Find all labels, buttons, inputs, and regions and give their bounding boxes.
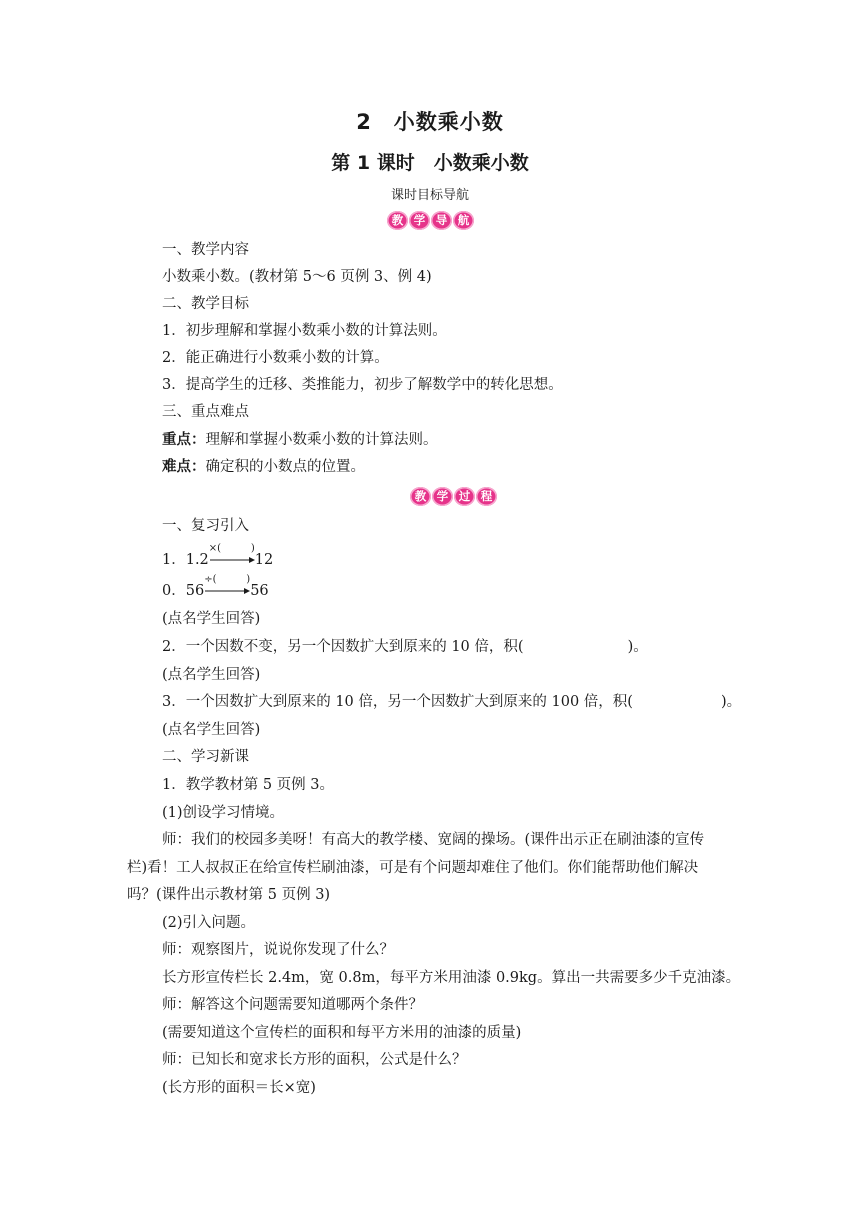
lesson-title: 第 1 课时 小数乘小数 xyxy=(331,152,529,174)
paragraph: (长方形的面积＝长×宽) xyxy=(162,1080,316,1096)
exercise-result: 12 xyxy=(254,552,274,568)
section-heading: 一、教学内容 xyxy=(162,242,249,258)
arrow-icon xyxy=(204,587,250,595)
goal-item: 2．能正确进行小数乘小数的计算。 xyxy=(162,350,389,366)
paragraph: (点名学生回答) xyxy=(162,722,261,738)
teaching-process-badge xyxy=(410,487,497,506)
arrow-operation xyxy=(204,574,251,601)
difficulty-point xyxy=(162,457,365,477)
paragraph: (点名学生回答) xyxy=(162,611,261,627)
key-point xyxy=(162,430,438,450)
section-heading: 二、学习新课 xyxy=(162,749,249,765)
difficulty-text: 确定积的小数点的位置。 xyxy=(205,459,365,475)
exercise-start: 0．56 xyxy=(162,583,205,599)
paragraph: (2)引入问题。 xyxy=(162,915,256,931)
operation-close: ) xyxy=(250,543,255,554)
paragraph: 师：解答这个问题需要知道哪两个条件？ xyxy=(162,997,423,1013)
exercise-start: 1．1.2 xyxy=(162,552,209,568)
subtitle: 课时目标导航 xyxy=(390,188,469,203)
paragraph: 栏)看！工人叔叔正在给宣传栏刷油漆，可是有个问题却难住了他们。你们能帮助他们解决 xyxy=(127,860,699,876)
question-text: 2．一个因数不变，另一个因数扩大到原来的 10 倍，积( xyxy=(162,639,524,655)
paragraph: 吗？(课件出示教材第 5 页例 3) xyxy=(127,887,331,903)
operation-label: ×( xyxy=(208,543,222,554)
arrow-icon xyxy=(209,556,255,564)
difficulty-label: 难点： xyxy=(162,459,206,475)
paragraph: (需要知道这个宣传栏的面积和每平方米用的油漆的质量) xyxy=(162,1025,522,1041)
chapter-title: 2 小数乘小数 xyxy=(356,110,504,134)
section-heading: 二、教学目标 xyxy=(162,296,249,312)
badge-char: 导 xyxy=(431,211,452,230)
exercise-1 xyxy=(162,543,274,570)
section-heading: 三、重点难点 xyxy=(162,404,249,420)
arrow-operation xyxy=(208,543,255,570)
key-label: 重点： xyxy=(162,432,206,448)
question-2 xyxy=(162,637,648,657)
goal-item: 3．提高学生的迁移、类推能力，初步了解数学中的转化思想。 xyxy=(162,377,563,393)
exercise-2 xyxy=(162,574,269,601)
paragraph: 师：我们的校园多美呀！有高大的教学楼、宽阔的操场。(课件出示正在刷油漆的宣传 xyxy=(162,832,705,848)
badge-char: 学 xyxy=(409,211,430,230)
problem-statement: 长方形宣传栏长 2.4m，宽 0.8m，每平方米用油漆 0.9kg。算出一共需要多少千克油漆。 xyxy=(162,970,741,986)
question-end: )。 xyxy=(627,639,648,655)
badge-char: 教 xyxy=(387,211,408,230)
teaching-nav-badge xyxy=(387,211,474,230)
badge-char: 航 xyxy=(453,211,474,230)
section-heading: 一、复习引入 xyxy=(162,518,249,534)
goal-item: 1．初步理解和掌握小数乘小数的计算法则。 xyxy=(162,323,447,339)
badge-char: 学 xyxy=(432,487,453,506)
paragraph: (1)创设学习情境。 xyxy=(162,805,285,821)
operation-close: ) xyxy=(246,574,251,585)
paragraph: 师：观察图片，说说你发现了什么？ xyxy=(162,942,394,958)
question-text: 3．一个因数扩大到原来的 10 倍，另一个因数扩大到原来的 100 倍，积( xyxy=(162,694,633,710)
paragraph: (点名学生回答) xyxy=(162,667,261,683)
paragraph: 师：已知长和宽求长方形的面积，公式是什么？ xyxy=(162,1052,467,1068)
operation-label: ÷( xyxy=(204,574,217,585)
question-end: )。 xyxy=(720,694,742,710)
badge-char: 过 xyxy=(454,487,475,506)
question-3 xyxy=(162,692,741,712)
badge-char: 程 xyxy=(476,487,497,506)
key-text: 理解和掌握小数乘小数的计算法则。 xyxy=(205,432,438,448)
paragraph: 小数乘小数。(教材第 5～6 页例 3、例 4) xyxy=(162,269,432,285)
exercise-result: 56 xyxy=(250,583,269,599)
paragraph: 1．教学教材第 5 页例 3。 xyxy=(162,777,335,793)
badge-char: 教 xyxy=(410,487,431,506)
